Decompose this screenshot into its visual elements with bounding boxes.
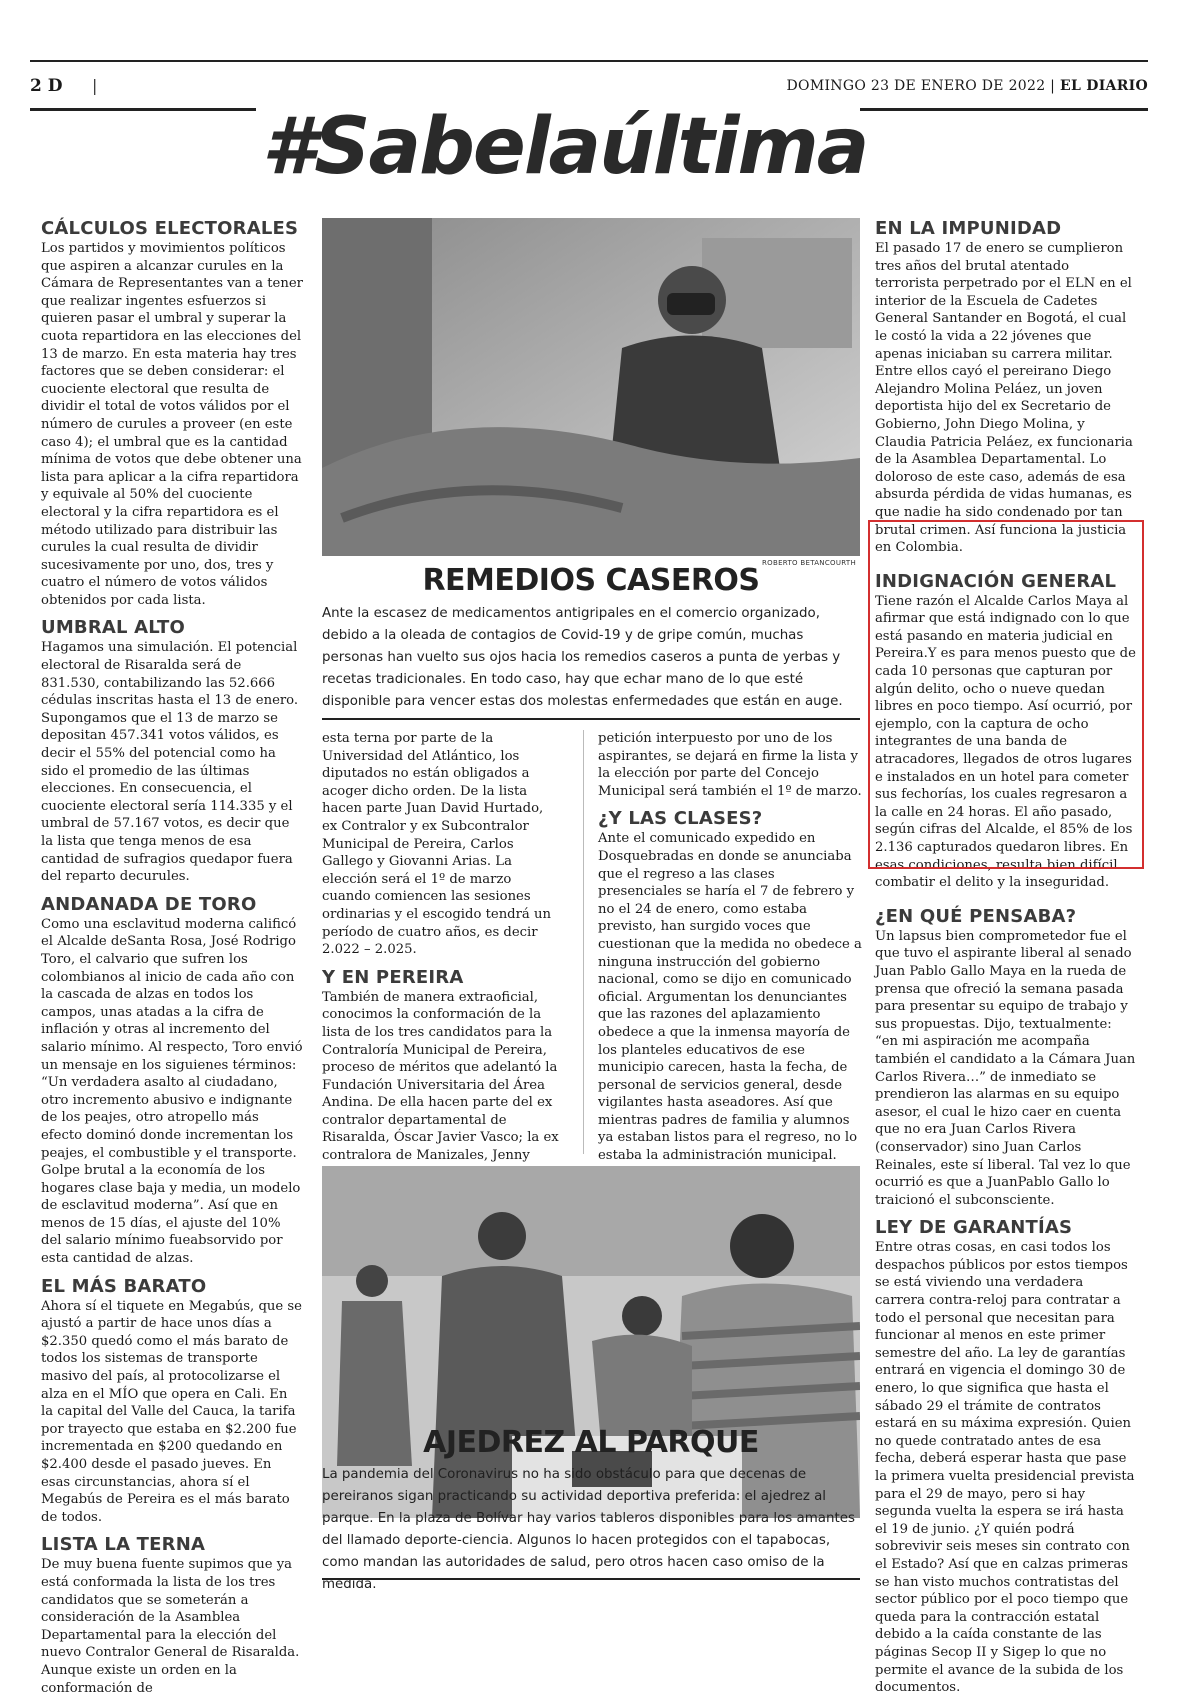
section-title: ¿EN QUÉ PENSABA? (875, 905, 1077, 927)
header-separator: | (92, 76, 98, 95)
section-title: EN LA IMPUNIDAD (875, 218, 1062, 239)
photo-credit: ROBERTO BETANCOURTH (762, 559, 857, 567)
section-title: CÁLCULOS ELECTORALES (41, 218, 299, 239)
feature-caption: La pandemia del Coronavirus no ha sido obstáculo para que decenas de pereiranos sigan practicando su actividad deportiva preferida: el ajedrez al parque. En la plaza de Bolívar hay varios tableros disponibles para los amantes del llamado deporte-ciencia. Algunos lo hacen protegidos con el tapabocas, como mandan las autoridades de salud, pero otros hacen caso omiso de la medida. (322, 1467, 855, 1592)
feature-divider (322, 718, 860, 720)
feature-title: AJEDREZ AL PARQUE (423, 1425, 759, 1460)
highlight-box (868, 520, 1144, 869)
section-body: También de manera extraoficial, conocimos la conformación de la lista de los tres candidatos para la Contraloría Municipal de Pereira, proceso de méritos que adelantó la Fundación Universitaria del Área Andina. De ella hacen parte del ex contralor departamental de Risaralda, Óscar Javier Vasco; la ex contralora de Manizales, Jenny (322, 989, 559, 1164)
middle-column-a (322, 730, 562, 1217)
left-column (41, 218, 303, 1697)
section-masthead: #Sabelaúltima (262, 102, 868, 192)
section-title: ¿Y LAS CLASES? (598, 808, 763, 830)
masthead-rule-right (860, 108, 1148, 111)
top-rule (30, 60, 1148, 62)
section-body: Entre otras cosas, en casi todos los despachos públicos por estos tiempos se está viviendo una verdadera carrera contra-reloj para contratar a todo el personal que necesitan para funcionar al menos en este primer semestre del año. La ley de garantías entrará en vigencia el domingo 30 de enero, lo que significa que hasta el sábado 29 el trámite de contratos estará en su máxima expresión. Quien no quede contratado antes de esa fecha, deberá esperar hasta que pase la primera vuelta presidencial prevista para el 29 de mayo, pero si hay segunda vuelta la espera se irá hasta el 19 de junio. ¿Y quién podrá sobrevivir seis meses sin contrato con el Estado? Así que en calzas primeras se han visto muchos contratistas del sector público por el poco tiempo que queda para la contracción estatal debido a la caída constante de las páginas Secop II y Sigep lo que no permite el avance de la subida de los documentos. (875, 1240, 1135, 1696)
section-body: Tiene razón el Alcalde Carlos Maya al afirmar que está indignado con lo que está pasando en materia judicial en Pereira.Y es para menos puesto que de cada 10 personas que capturan por algún delito, ocho o nueve quedan libres en poco tiempo. Así ocurrió, por ejemplo, con la captura de ocho integrantes de una banda de atracadores, llegados de otros lugares e instalados en un hotel para cometer sus fechorías, los cuales regresaron a la calle en 24 horas. El año pasado, según cifras del Alcalde, el 85% de los 2.136 capturados quedaron libres. En esas condiciones, resulta bien difícil combatir el delito y la inseguridad. (875, 593, 1136, 891)
section-body: petición interpuesto por uno de los aspirantes, se dejará en firme la lista y la elección por parte del Concejo Municipal será también el 1º de marzo. (598, 731, 862, 799)
section-body: Ahora sí el tiquete en Megabús, que se ajustó a partir de hace unos días a $2.350 quedó como el más barato de todos los sistemas de transporte masivo del país, al protocolizarse el alza en el MÍO que opera en Cali. En la capital del Valle del Cauca, la tarifa por trayecto que estaba en $2.200 fue incrementada en $200 quedando en $2.400 desde el pasado jueves. En esas circunstancias, ahora sí el Megabús de Pereira es el más barato de todos. (41, 1298, 302, 1525)
section-body: Hagamos una simulación. El potencial electoral de Risaralda será de 831.530, contabilizando las 52.666 cédulas inscritas hasta el 13 de enero. Supongamos que el 13 de marzo se depositan 457.341 votos válidos, es decir el 55% del potencial como ha sido el promedio de las últimas elecciones. En consecuencia, el cuociente electoral sería 114.335 y el umbral de 57.167 votos, es decir que la lista que tenga menos de esa cantidad de sufragios quedapor fuera del reparto decurules. (41, 640, 299, 885)
right-column (875, 218, 1137, 1697)
section-body: Ante el comunicado expedido en Dosquebradas en donde se anunciaba que el regreso a las clases presenciales se haría el 7 de febrero y no el 24 de enero, como estaba previsto, han surgido voces que cuestionan que la medida no obedece a ninguna instrucción del gobierno nacional, como se dijo en comunicado oficial. Argumentan los denunciantes que las razones del aplazamiento obedece a que la inmensa mayoría de los planteles educativos de ese municipio carecen, hasta la fecha, de personal de servicios general, desde vigilantes hasta aseadores. Así que mientras padres de familia y alumnos ya estaban listos para el regreso, no lo estaba la administración municipal. (598, 831, 862, 1164)
section-title: LISTA LA TERNA (41, 1534, 206, 1556)
section-title: Y EN PEREIRA (322, 966, 464, 988)
section-title: ANDANADA DE TORO (41, 893, 257, 915)
newspaper-name: EL DIARIO (1059, 78, 1148, 94)
section-body: Como una esclavitud moderna calificó el Alcalde deSanta Rosa, José Rodrigo Toro, el calvario que sufren los colombianos al inicio de cada año con la cascada de alzas en todos los campos, unas atadas a la cifra de inflación y otras al incremento del salario mínimo. Al respecto, Toro envió un mensaje en los siguienes términos: “Un verdadera asalto al ciudadano, otro incremento abusivo e indignante de los peajes, otro atropello más efecto dominó donde incrementan los peajes, el combustible y el transporte. Golpe brutal a la economía de los hogares clase baja y media, un modelo de esclavitud moderna”. Así que en menos de 15 días, el ajuste del 10% del salario mínimo fueabsorvido por esta cantidad de alzas. (41, 916, 303, 1267)
section-body: El pasado 17 de enero se cumplieron tres años del brutal atentado terrorista perpetrado por el ELN en el interior de la Escuela de Cadetes General Santander en Bogotá, el cual le costó la vida a 22 jóvenes que apenas iniciaban su carrera militar. Entre ellos cayó el pereirano Diego Alejandro Molina Peláez, un joven deportista hijo del ex Secretario de Gobierno, John Diego Molina, y Claudia Patricia Peláez, ex funcionaria de la Asamblea Departamental. Lo doloroso de este caso, además de esa absurda pérdida de vidas humanas, es que nadie ha sido condenado por tan brutal crimen. Así funciona la justicia en Colombia. (875, 241, 1133, 556)
column-divider (583, 730, 584, 1154)
section-body: De muy buena fuente supimos que ya está conformada la lista de los tres candidatos que se someterán a consideración de la Asamblea Departamental para la elección del nuevo Contralor General de Risaralda. Aunque existe un orden en la conformación de (41, 1557, 300, 1696)
issue-date: DOMINGO 23 DE ENERO DE 2022 (786, 78, 1046, 94)
masthead-rule-left (30, 108, 256, 111)
feature-caption: Ante la escasez de medicamentos antigripales en el comercio organizado, debido a la oleada de contagios de Covid-19 y de gripe común, muchas personas han vuelto sus ojos hacia los remedios caseros a punta de yerbas y recetas tradicionales. En todo caso, hay que echar mano de lo que esté disponible para vencer estas dos molestas enfermedades que están en auge. (322, 606, 843, 709)
herbal-vendor-illustration (322, 218, 860, 556)
section-title: INDIGNACIÓN GENERAL (875, 570, 1117, 592)
feature-title: REMEDIOS CASEROS (422, 563, 760, 598)
section-body: Un lapsus bien comprometedor fue el que tuvo el aspirante liberal al senado Juan Pablo Gallo Maya en la rueda de prensa que ofreció la semana pasada para presentar su equipo de trabajo y sus propuestas. Dijo, textualmente: “en mi aspiración me acompaña también el candidato a la Cámara Juan Carlos Rivera…” de inmediato se prendieron las alarmas en su equipo asesor, el cual le hizo caer en cuenta que no era Juan Carlos Rivera (conservador) sino Juan Carlos Reinales, este sí liberal. Tal vez lo que ocurrió es que a JuanPablo Gallo lo traicionó el subconsciente. (875, 928, 1136, 1208)
middle-column-b (598, 730, 862, 1165)
page-number: 2 D (30, 76, 63, 96)
section-body: esta terna por parte de la Universidad del Atlántico, los diputados no están obligados a acoger dicho orden. De la lista hacen parte Juan David Hurtado, ex Contralor y ex Subcontralor Municipal de Pereira, Carlos Gallego y Giovanni Arias. La elección será el 1º de marzo cuando comiencen las sesiones ordinarias y el escogido tendrá un período de cuatro años, es decir 2.022 – 2.025. (322, 731, 551, 958)
dateline-separator: | (1050, 78, 1056, 94)
section-title: UMBRAL ALTO (41, 617, 185, 639)
section-title: EL MÁS BARATO (41, 1275, 207, 1297)
photo-herbal-vendor (322, 218, 860, 556)
feature-divider (322, 1578, 860, 1580)
section-body: Los partidos y movimientos políticos que aspiren a alcanzar curules en la Cámara de Representantes van a tener que realizar ingentes esfuerzos si quieren pasar el umbral y superar la cuota repartidora en las elecciones del 13 de marzo. En esta materia hay tres factores que se deben considerar: el cuociente electoral que resulta de dividir el total de votos válidos por el número de curules a proveer (en este caso 4); el umbral que es la cantidad mínima de votos que debe obtener una lista para aplicar a la cifra repartidora y equivale al 50% del cuociente electoral y la cifra repartidora es el método utilizado para distribuir las curules la cual resulta de dividir sucesivamente por uno, dos, tres y cuatro el número de votos válidos obtenidos por cada lista. (41, 241, 303, 608)
dateline (787, 78, 1148, 94)
section-title: LEY DE GARANTÍAS (875, 1217, 1073, 1239)
